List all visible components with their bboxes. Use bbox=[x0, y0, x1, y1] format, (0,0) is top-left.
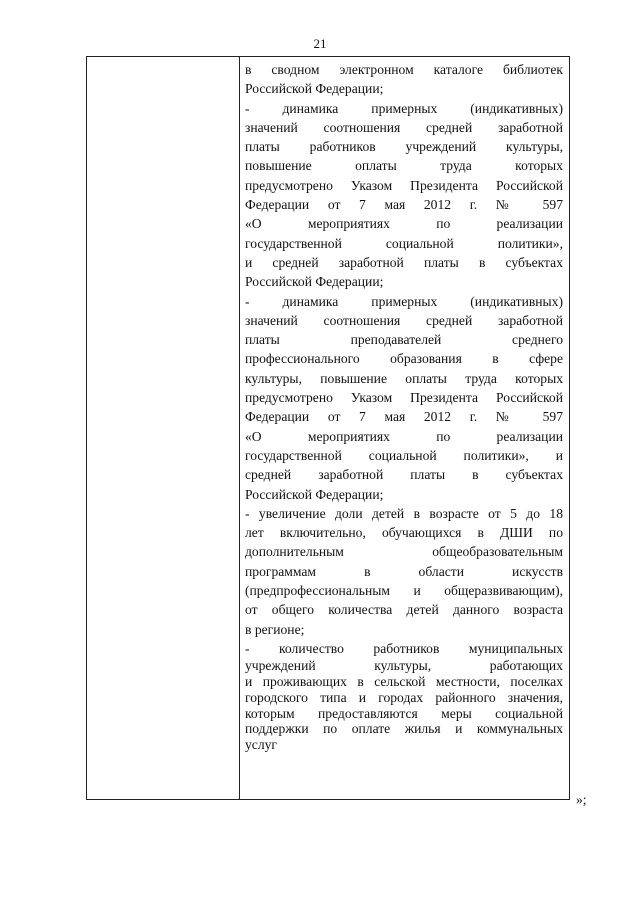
text-line: значений соотношения средней заработной bbox=[245, 119, 563, 135]
text-line: Российской Федерации; bbox=[245, 81, 384, 97]
closing-quote-mark: »; bbox=[576, 792, 587, 807]
text-line: - увеличение доли детей в возрасте от 5 до 18 bbox=[245, 505, 563, 521]
text-line: услуг bbox=[245, 737, 277, 753]
text-line: учреждений культуры, работающих bbox=[245, 658, 563, 674]
text-line: «О мероприятиях по реализации bbox=[245, 428, 563, 444]
text-line: Российской Федерации; bbox=[245, 274, 384, 290]
column-divider bbox=[239, 57, 240, 799]
text-line: значений соотношения средней заработной bbox=[245, 312, 563, 328]
text-line: программам в области искусств bbox=[245, 563, 563, 579]
text-line: профессионального образования в сфере bbox=[245, 351, 563, 367]
right-column-cell bbox=[245, 60, 563, 753]
text-line: от общего количества детей данного возраста bbox=[245, 602, 563, 618]
text-line: в регионе; bbox=[245, 621, 305, 637]
text-line: средней заработной платы в субъектах bbox=[245, 467, 563, 483]
text-line: Федерации от 7 мая 2012 г. № 597 bbox=[245, 197, 563, 213]
text-line: поддержки по оплате жилья и коммунальных bbox=[245, 721, 563, 737]
text-line: государственной социальной политики», bbox=[245, 235, 563, 251]
document-table bbox=[86, 56, 570, 800]
text-line: Федерации от 7 мая 2012 г. № 597 bbox=[245, 409, 563, 425]
text-line: предусмотрено Указом Президента Российской bbox=[245, 390, 563, 406]
text-line: платы преподавателей среднего bbox=[245, 332, 563, 348]
text-line: лет включительно, обучающихся в ДШИ по bbox=[245, 525, 563, 541]
text-line: которым предоставляются меры социальной bbox=[245, 705, 563, 721]
text-line: «О мероприятиях по реализации bbox=[245, 216, 563, 232]
text-line: дополнительным общеобразовательным bbox=[245, 544, 563, 560]
text-line: культуры, повышение оплаты труда которых bbox=[245, 370, 563, 386]
text-line: повышение оплаты труда которых bbox=[245, 158, 563, 174]
text-line: платы работников учреждений культуры, bbox=[245, 139, 563, 155]
text-line: - динамика примерных (индикативных) bbox=[245, 293, 563, 309]
text-line: в сводном электронном каталоге библиотек bbox=[245, 62, 563, 77]
text-line: - динамика примерных (индикативных) bbox=[245, 100, 563, 116]
text-line: городского типа и городах районного значения, bbox=[245, 689, 563, 705]
text-line: и средней заработной платы в субъектах bbox=[245, 254, 563, 270]
page-number: 21 bbox=[313, 36, 327, 51]
text-line: предусмотрено Указом Президента Российской bbox=[245, 177, 563, 193]
text-line: и проживающих в сельской местности, поселках bbox=[245, 674, 563, 689]
text-line: (предпрофессиональным и общеразвивающим), bbox=[245, 583, 563, 599]
text-line: государственной социальной политики», и bbox=[245, 447, 563, 463]
text-line: - количество работников муниципальных bbox=[245, 640, 563, 656]
text-line: Российской Федерации; bbox=[245, 486, 384, 502]
